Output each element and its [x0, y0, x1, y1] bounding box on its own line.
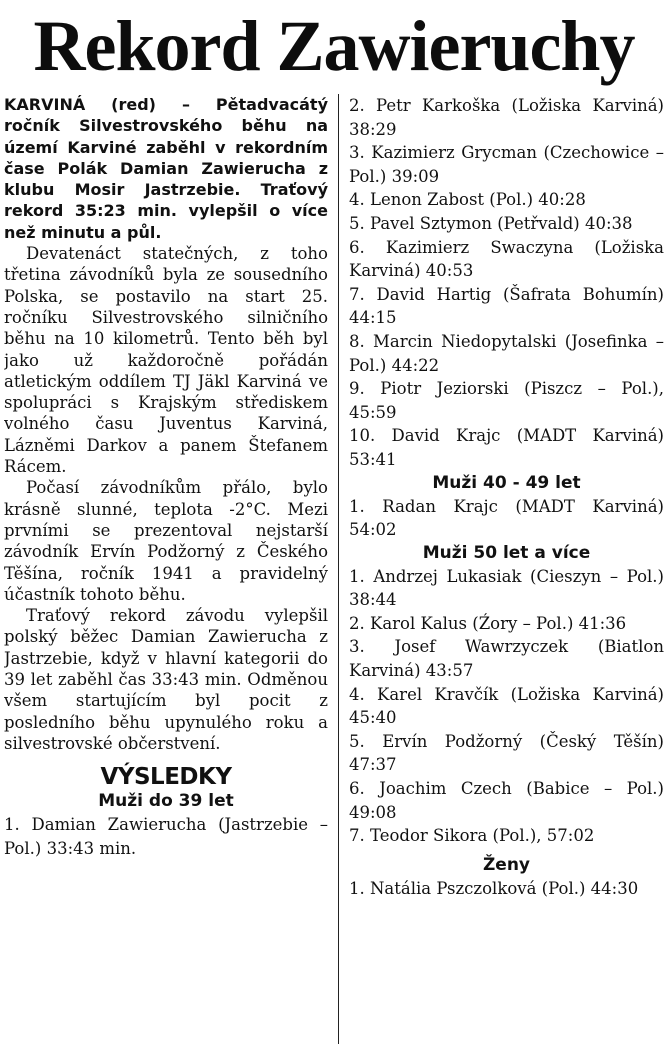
- result-entry: 8. Marcin Niedopytalski (Josefinka – Pol.) 44:22: [349, 331, 664, 375]
- result-entry: 6. Joachim Czech (Babice – Pol.) 49:08: [349, 779, 664, 822]
- article-column-left: [4, 94, 328, 1049]
- column-divider: [338, 94, 339, 1044]
- category-heading-women: Ženy: [482, 854, 531, 875]
- result-entry: 3. Josef Wawrzyczek (Biatlon Karviná) 43:57: [349, 637, 664, 681]
- result-entry: 5. Ervín Podžorný (Český Těšín) 47:37: [349, 731, 664, 775]
- result-entry: 10. David Krajc (MADT Karviná) 53:41: [349, 426, 664, 469]
- article-paragraph-2: Počasí závodníkům přálo, bylo krásně slunné, teplota -2°C. Mezi prvními se prezentoval nejstarší závodník Ervín Podžorný z Českého Těšína, ročník 1941 a pravidelný účastník tohoto běhu.: [4, 478, 328, 604]
- result-entry: 1. Damian Zawierucha (Jastrzebie – Pol.) 33:43 min.: [4, 815, 328, 859]
- result-entry: 4. Karel Kravčík (Ložiska Karviná) 45:40: [349, 684, 664, 728]
- result-entry: 1. Andrzej Lukasiak (Cieszyn – Pol.) 38:44: [349, 566, 664, 610]
- category-heading-men-40-49: Muži 40 - 49 let: [432, 472, 581, 493]
- article-paragraph-3: Traťový rekord závodu vylepšil polský běžec Damian Zawierucha z Jastrzebie, když v hlavní kategorii do 39 let zaběhl čas 33:43 min. Odměnou všem startujícím byl pocit z posledního běhu upynulého roku a silvestrovské občerstvení.: [4, 606, 328, 753]
- result-entry: 3. Kazimierz Grycman (Czechowice – Pol.) 39:09: [349, 143, 664, 186]
- result-entry-highlighted: 7. David Hartig (Šafrata Bohumín) 44:15: [349, 284, 664, 328]
- result-entry: 5. Pavel Sztymon (Petřvald) 40:38: [349, 213, 633, 233]
- results-heading: VÝSLEDKY: [100, 764, 232, 791]
- result-entry: 1. Radan Krajc (MADT Karviná) 54:02: [349, 496, 664, 540]
- result-entry: 1. Natália Pszczolková (Pol.) 44:30: [349, 878, 639, 898]
- category-heading-men-under-39: Muži do 39 let: [98, 791, 234, 812]
- article-column-right: [349, 94, 664, 1049]
- result-entry: 9. Piotr Jeziorski (Piszcz – Pol.), 45:59: [349, 379, 664, 422]
- result-entry: 7. Teodor Sikora (Pol.), 57:02: [349, 826, 595, 846]
- article-paragraph-1: Devatenáct statečných, z toho třetina závodníků byla ze sousedního Polska, se postavilo na start 25. ročníku Silvestrovského silničního běhu na 10 kilometrů. Tento běh byl jako už každoročně pořádán atletickým oddílem TJ Jäkl Karviná ve spolupráci s Krajským střediskem volného času Juventus Karviná, Lázněmi Darkov a panem Štefanem Rácem.: [4, 244, 328, 477]
- result-entry: 2. Petr Karkoška (Ložiska Karviná) 38:29: [349, 96, 664, 139]
- page-title: Rekord Zawieruchy: [33, 6, 635, 86]
- category-heading-men-50-plus: Muži 50 let a více: [422, 542, 591, 563]
- article-lead: KARVINÁ (red) – Pětadvacátý ročník Silvestrovského běhu na území Karviné zaběhl v rekordním čase Polák Damian Zawierucha z klubu Mosir Jastrzebie. Traťový rekord 35:23 min. vylepšil o více než minutu a půl.: [4, 95, 328, 242]
- result-entry: 6. Kazimierz Swaczyna (Ložiska Karviná) 40:53: [349, 237, 664, 281]
- result-entry: 4. Lenon Zabost (Pol.) 40:28: [349, 190, 586, 210]
- result-entry: 2. Karol Kalus (Źory – Pol.) 41:36: [349, 613, 627, 633]
